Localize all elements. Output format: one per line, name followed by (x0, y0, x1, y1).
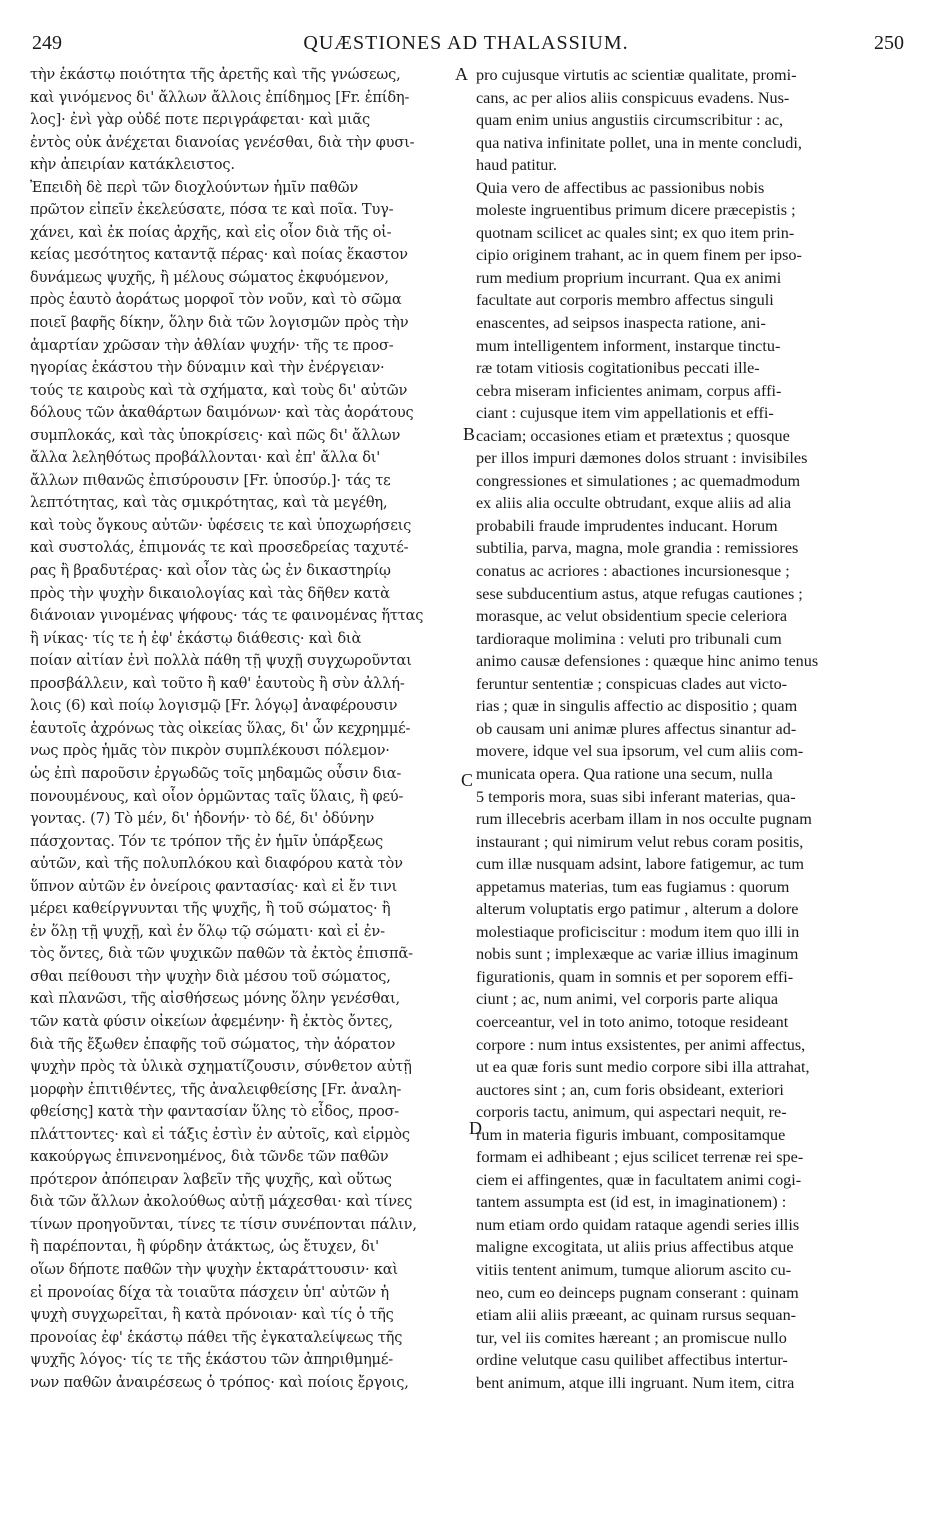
latin-text-line: ordine velutque casu quilibet affectibus intertur- (476, 1351, 788, 1370)
latin-text-line: congressiones et simulationes ; ac quemadmodum (476, 471, 801, 490)
greek-text-line: μορφὴν ἐπιτιθέντες, τῆς ἀναλειφθείσης [Fr. ἀναλη- (30, 1080, 402, 1098)
latin-text-line: movere, idque vel sua ipsorum, vel cum aliis com- (476, 742, 804, 761)
greek-text-line: διὰ τῶν ἄλλων ἀκολούθως αὐτῇ μάχεσθαι· καὶ τίνες (30, 1193, 413, 1211)
latin-text-line: ciem ei affingentes, quæ in facultatem animi cogi- (476, 1170, 802, 1189)
latin-text-line: maligne excogitata, ut aliis prius affectibus atque (476, 1238, 794, 1257)
greek-text-line: καὶ γινόμενος δι' ἄλλων ἄλλοις ἐπίδημος [Fr. ἐπίδη- (30, 88, 410, 106)
greek-text-line: ψυχὴν πρὸς τὰ ὑλικὰ σχηματίζουσιν, σύνθετον αὐτῇ (30, 1058, 412, 1076)
greek-text-line: ἄλλων πιθανῶς ἐπισύρουσιν [Fr. ὑποσύρ.]· τάς τε (30, 471, 391, 489)
margin-marker-d: D (469, 1118, 482, 1138)
latin-text-line: ciant : cujusque item vim appellationis et effi- (476, 404, 774, 423)
latin-text-line: vitiis tentent animum, tumque aliorum ascito cu- (476, 1260, 792, 1279)
latin-text-line: pro cujusque virtutis ac scientiæ qualitate, promi- (476, 66, 797, 84)
margin-marker-a: A (455, 64, 468, 84)
margin-marker-b: B (463, 424, 476, 444)
latin-text-line: facultate aut corporis membro affectus singuli (476, 291, 774, 310)
latin-text-line: qua nativa infinitate pollet, una in mente concludi, (476, 133, 802, 152)
latin-text-line: molestiaque proficiscitur : modum item quo illi in (476, 922, 800, 941)
greek-text-line: διὰ τῆς ἔξωθεν ἐπαφῆς τοῦ σώματος, τὴν ἀόρατον (30, 1035, 396, 1053)
greek-text-line: σθαι πείθουσι τὴν ψυχὴν διὰ μέσου τοῦ σώματος, (30, 967, 391, 985)
latin-text-line: Quia vero de affectibus ac passionibus nobis (476, 178, 765, 197)
greek-text-line: λεπτότητας, καὶ τὰς σμικρότητας, καὶ τὰ μεγέθη, (30, 494, 388, 512)
greek-text-line: προσβάλλειν, καὶ τοῦτο ἢ καθ' ἑαυτοὺς ἢ σὺν ἀλλή- (30, 674, 405, 692)
greek-text-line: κακούργως ἐπινενοημένος, διὰ τῶνδε τῶν παθῶν (30, 1148, 389, 1166)
greek-text-line: τίνων προηγοῦνται, τίνες τε τίσιν συνέπονται πάλιν, (30, 1215, 417, 1233)
greek-text-line: ἐντὸς οὐκ ἀνέχεται διανοίας γενέσθαι, διὰ τὴν φυσι- (30, 133, 415, 151)
greek-text-line: πρὸς τὴν ψυχὴν δικαιολογίας καὶ τὰς δῆθεν κατὰ (30, 584, 390, 602)
greek-text-line: νως πρὸς ἡμᾶς τὸν πικρὸν συμπλέκουσι πόλεμον· (30, 742, 390, 760)
latin-text-line: appetamus materias, tum eas fugiamus : quorum (476, 877, 790, 896)
greek-text-line: καὶ πλανῶσι, τῆς αἰσθήσεως μόνης ὅλην γενέσθαι, (30, 990, 400, 1008)
latin-text-line: ciunt ; ac, num animi, vel corporis parte aliqua (476, 990, 779, 1009)
greek-text-line: ηγορίας ἑκάστου τὴν δύναμιν καὶ τὴν ἐνέργειαν· (30, 359, 385, 377)
greek-text-line: ἁμαρτίαν χρῶσαν τὴν ἀθλίαν ψυχήν· τῆς τε προσ- (30, 336, 394, 354)
greek-text-line: τῶν κατὰ φύσιν οἰκείων ἀφεμένην· ἢ ἐκτὸς ὄντες, (30, 1012, 393, 1030)
latin-text-line: caciam; occasiones etiam et prætextus ; quosque (476, 426, 790, 445)
latin-text-line: quam enim unius angustiis circumscribitur : ac, (476, 111, 784, 130)
page-number-right: 250 (874, 32, 904, 54)
latin-text-line: neo, cum eo deinceps pugnam conserant : quinam (476, 1283, 799, 1302)
latin-text-line: haud patitur. (476, 156, 557, 175)
latin-text-line: moleste ingruentibus primum dicere præcepistis ; (476, 201, 796, 220)
latin-text-line: 5 temporis mora, suas sibi inferant materias, qua- (476, 787, 796, 806)
greek-text-line: πρότερον ἀπόπειραν λαβεῖν τῆς ψυχῆς, καὶ οὕτως (30, 1170, 392, 1188)
greek-text-line: μέρει καθείργνυνται τῆς ψυχῆς, ἢ τοῦ σώματος· ἢ (30, 900, 391, 918)
latin-text-line: auctores sint ; an, cum foris obsideant, exteriori (476, 1080, 784, 1099)
greek-text-line: ἢ παρέπονται, ἢ φύρδην ἀτάκτως, ὡς ἔτυχεν, δι' (30, 1238, 379, 1256)
greek-text-line: αὐτῶν, καὶ τῆς πολυπλόκου καὶ διαφόρου κατὰ τὸν (30, 855, 403, 873)
greek-text-line: εἰ προνοίας δίχα τὰ τοιαῦτα πάσχειν ὑπ' αὐτῶν ἡ (30, 1283, 389, 1301)
greek-text-line: κείας μεσότητος καταντᾷ πέρας· καὶ ποίας ἕκαστον (30, 246, 408, 264)
greek-text-line: ἑαυτοῖς ἀχρόνως τὰς οἰκείας ὕλας, δι' ὧν κεχρημμέ- (30, 719, 411, 737)
margin-marker-c: C (461, 770, 474, 790)
latin-text-line: probabili fraude imprudentes inducant. Horum (476, 516, 778, 535)
greek-text-line: κὴν ἀπειρίαν κατάκλειστος. (30, 156, 235, 174)
greek-text-line: ὡς ἐπὶ παροῦσιν ἐργωδῶς τοῖς μηδαμῶς οὖσιν δια- (30, 764, 402, 782)
latin-text-line: figurationis, quam in somnis et per soporem effi- (476, 967, 794, 986)
page-number-left: 249 (32, 32, 62, 54)
latin-text-line: nobis sunt ; implexæque ac variæ illius imaginum (476, 945, 799, 964)
latin-text-line: conatus ac acriores : abactiones incursionesque ; (476, 562, 790, 581)
latin-text-line: alterum voluptatis ergo patimur , alterum a dolore (476, 900, 799, 919)
greek-text-line: ψυχὴ συγχωρεῖται, ἢ κατὰ πρόνοιαν· καὶ τίς ὁ τῆς (30, 1306, 394, 1324)
greek-text-line: δόλους τῶν ἀκαθάρτων δαιμόνων· καὶ τὰς ἀοράτους (30, 404, 414, 422)
greek-text-line: τὴν ἑκάστῳ ποιότητα τῆς ἀρετῆς καὶ τῆς γνώσεως, (30, 66, 401, 83)
latin-text-line: cum illæ nusquam adsint, labore fatigemur, ac tum (476, 855, 804, 874)
latin-text-line: ut ea quæ foris sunt medio corpore sibi illa attrahat, (476, 1058, 810, 1077)
latin-text-line: cebra miseram inficientes animam, corpus affi- (476, 381, 782, 400)
greek-text-line: λος]· ἐνὶ γὰρ οὐδέ ποτε περιγράφεται· καὶ μιᾶς (30, 111, 371, 129)
greek-text-line: ψυχῆς λόγος· τίς τε τῆς ἑκάστου τῶν ἀπηριθμημέ- (30, 1351, 393, 1369)
greek-text-line: λοις (6) καὶ ποίῳ λογισμῷ [Fr. λόγῳ] ἀναφέρουσιν (30, 697, 398, 715)
latin-text-line: tur, vel iis comites hæreant ; an promiscue nullo (476, 1328, 787, 1347)
latin-text-line: ræ totam vitiosis cogitationibus peccati ille- (476, 359, 760, 378)
greek-text-line: καὶ τοὺς ὄγκους αὐτῶν· ὑφέσεις τε καὶ ὑποχωρήσεις (30, 516, 412, 534)
latin-text-line: instaurant ; qui nimirum velut rebus coram positis, (476, 832, 804, 851)
greek-text-line: οἵων δήποτε παθῶν τὴν ψυχὴν ἐκταράττουσιν· καὶ (30, 1260, 398, 1278)
latin-text-line: subtilia, parva, magna, mole grandia : remissiores (476, 539, 799, 558)
latin-text-line: tardioraque molimina : veluti pro tribunali cum (476, 629, 782, 648)
greek-text-line: φθείσης] κατὰ τὴν φαντασίαν ὕλης τὸ εἶδος, προσ- (30, 1103, 400, 1121)
greek-text-line: τούς τε καιροὺς καὶ τὰ σχήματα, καὶ τοὺς δι' αὐτῶν (30, 381, 408, 399)
greek-text-line: προνοίας ἐφ' ἑκάστῳ πάθει τῆς ἐγκαταλείψεως τῆς (30, 1328, 403, 1346)
latin-text-line: rum in materia figuris imbuant, compositamque (476, 1125, 786, 1144)
latin-text-line: formam ei adhibeant ; ejus scilicet terrenæ rei spe- (476, 1148, 804, 1167)
greek-text-line: πρὸς ἑαυτὸ ἀοράτως μορφοῖ τὸν νοῦν, καὶ τὸ σῶμα (30, 291, 402, 309)
greek-text-line: ἐν ὅλῃ τῇ ψυχῇ, καὶ ἐν ὅλῳ τῷ σώματι· καὶ εἰ ἐν- (30, 922, 385, 940)
latin-text-line: animo causæ defensiones : quæque hinc animo tenus (476, 652, 819, 671)
latin-text-line: enascentes, ad seipsos inaspecta ratione, ani- (476, 314, 766, 333)
latin-text-line: mum intelligentem informent, instarque tinctu- (476, 336, 781, 355)
latin-text-line: ob causam uni animæ plures affectus sinantur ad- (476, 719, 797, 738)
page-header (28, 32, 904, 62)
latin-text-line: corporis tactu, animum, qui aspectari nequit, re- (476, 1103, 787, 1122)
greek-text-line: ποίαν αἰτίαν ἑνὶ πολλὰ πάθη τῇ ψυχῇ συγχωροῦνται (30, 652, 412, 670)
latin-text-line: cipio originem trahant, ac in quem finem per ipso- (476, 246, 802, 265)
greek-column (30, 64, 460, 1394)
latin-text-line: num etiam ordo quidam rataque agendi series illis (476, 1215, 800, 1234)
latin-text-line: feruntur sententiæ ; conspicuas clades aut victo- (476, 674, 788, 693)
greek-text-line: γοντας. (7) Τὸ μέν, δι' ἡδονήν· τὸ δέ, δι' ὀδύνην (30, 810, 375, 828)
greek-text-line: ὕπνον αὐτῶν ἐν ὀνείροις φαντασίας· καὶ εἰ ἔν τινι (30, 877, 398, 895)
latin-text-line: per illos impuri dæmones dolos struant : invisibiles (476, 449, 808, 468)
latin-text-line: municata opera. Qua ratione una secum, nulla (476, 764, 773, 783)
greek-text-line: δυνάμεως ψυχῆς, ἢ μέλους σώματος ἐκφυόμενον, (30, 268, 389, 286)
running-title: QUÆSTIONES AD THALASSIUM. (303, 32, 629, 54)
latin-text-line: quotnam scilicet ac quales sint; ex quo item prin- (476, 223, 795, 242)
greek-text-line: πάσχοντας. Τόν τε τρόπον τῆς ἐν ἡμῖν ὑπάρξεως (30, 832, 383, 850)
greek-text-line: τὸς ὄντες, διὰ τῶν ψυχικῶν παθῶν τὰ ἐκτὸς ἐπισπᾶ- (30, 945, 413, 963)
greek-text-line: ἢ νίκας· τίς τε ἡ ἐφ' ἑκάστῳ διάθεσις· καὶ διὰ (30, 629, 362, 647)
greek-text-line: νων παθῶν ἀναιρέσεως ὁ τρόπος· καὶ ποίοις ἔργοις, (30, 1373, 409, 1391)
latin-text-line: corpore : num intus exsistentes, per animi affectus, (476, 1035, 806, 1054)
latin-text-line: rum medium proprium incurrant. Qua ex animi (476, 268, 782, 287)
latin-text-line: ex aliis alia occulte obtrudant, exque aliis ad alia (476, 494, 792, 513)
latin-text-line: tantem assumpta est (id est, in imaginationem) : (476, 1193, 787, 1212)
greek-text-line: ρας ἢ βραδυτέρας· καὶ οἷον τὰς ὡς ἐν δικαστηρίῳ (30, 562, 391, 580)
greek-text-line: χάνει, καὶ ἐκ ποίας ἀρχῆς, καὶ εἰς οἷον διὰ τῆς οἰ- (30, 223, 392, 241)
latin-text-line: morasque, ac velut obsidentium specie celeriora (476, 607, 788, 626)
latin-text-line: etiam alii aliis præeant, ac quinam rursus sequan- (476, 1306, 797, 1325)
greek-text-line: καὶ συστολάς, ἐπιμονάς τε καὶ προσεδρείας ταχυτέ- (30, 539, 409, 557)
greek-text-line: Ἐπειδὴ δὲ περὶ τῶν διοχλούντων ἡμῖν παθῶν (30, 178, 358, 196)
latin-text-line: sese subducentium astus, atque refugas cautiones ; (476, 584, 803, 603)
latin-text-line: rias ; quæ in singulis affectio ac dispositio ; quam (476, 697, 798, 716)
latin-text-line: bent animum, atque illi ingruant. Num item, citra (476, 1373, 795, 1392)
greek-text-line: πρῶτον εἰπεῖν ἐκελεύσατε, πόσα τε καὶ ποῖα. Τυγ- (30, 201, 394, 219)
greek-text-line: ἄλλα λεληθότως προβάλλονται· καὶ ἐπ' ἄλλα δι' (30, 449, 381, 467)
latin-text-line: rum illecebris acerbam illam in nos occulte pugnam (476, 810, 812, 829)
greek-text-line: ποιεῖ βαφῆς δίκην, ὅλην διὰ τῶν λογισμῶν πρὸς τὴν (30, 314, 409, 332)
greek-text-line: πονουμένους, καὶ οἷον ὁρμῶντας ταῖς ὕλαις, ἢ φεύ- (30, 787, 404, 805)
latin-column (476, 64, 906, 1394)
latin-text-line: coerceantur, vel in toto animo, totoque resideant (476, 1012, 789, 1031)
greek-text-line: πλάττοντες· καὶ εἰ τάξις ἐστὶν ἐν αὐτοῖς, καὶ εἱρμὸς (30, 1125, 410, 1143)
greek-text-line: συμπλοκάς, καὶ τὰς ὑποκρίσεις· καὶ πῶς δι' ἄλλων (30, 426, 401, 444)
greek-text-line: διάνοιαν γινομένας ψήφους· τάς τε φαινομένας ἥττας (30, 607, 424, 625)
latin-text-line: cans, ac per alios aliis conspicuus evadens. Nus- (476, 88, 790, 107)
